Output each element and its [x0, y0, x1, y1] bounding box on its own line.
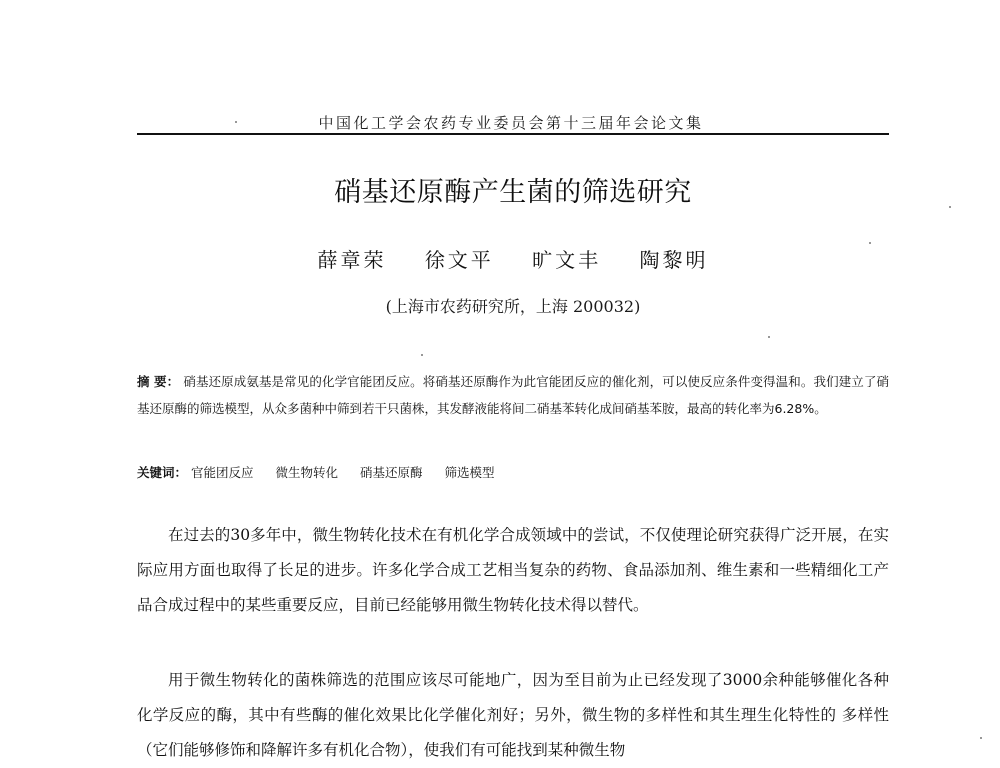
abstract-label: 摘 要： [137, 374, 180, 389]
body-paragraph: 用于微生物转化的菌株筛选的范围应该尽可能地广，因为至目前为止已经发现了3000余种能够催化各种化学反应的酶，其中有些酶的催化效果比化学催化剂好；另外，微生物的多样性和其生理生化特性的 多样性（它们能够修饰和降解许多有机化合物），使我们有可能找到某种微生物 [137, 671, 889, 759]
keyword: 微生物转化 [275, 465, 339, 480]
keyword: 硝基还原酶 [360, 465, 423, 480]
scan-speck [421, 354, 423, 356]
affiliation: (上海市农药研究所，上海 200032) [385, 297, 641, 316]
scan-speck [869, 242, 871, 244]
body-paragraph: 在过去的30多年中，微生物转化技术在有机化学合成领域中的尝试，不仅使理论研究获得广泛开展，在实际应用方面也取得了长足的进步。许多化学合成工艺相当复杂的药物、食品添加剂、维生素和一些精细化工产品合成过程中的某些重要反应，目前已经能够用微生物转化技术得以替代。 [137, 526, 889, 614]
keyword: 官能团反应 [191, 465, 254, 480]
author-list [137, 244, 889, 273]
abstract-text: 硝基还原成氨基是常见的化学官能团反应。将硝基还原酶作为此官能团反应的催化剂，可以使反应条件变得温和。我们建立了硝基还原酶的筛选模型，从众多菌种中筛到若干只菌株，其发酵液能将间二硝基苯转化成间硝基苯胺，最高的转化率为6.28%。 [137, 374, 889, 416]
running-header: 中国化工学会农药专业委员会第十三届年会论文集 [318, 114, 704, 132]
header-rule [137, 133, 889, 135]
scan-speck [949, 206, 951, 208]
keywords-label: 关键词： [137, 465, 188, 480]
author-name: 旷文丰 [532, 248, 602, 272]
author-name: 陶黎明 [639, 248, 709, 272]
scan-speck [768, 336, 770, 338]
abstract [137, 368, 889, 422]
author-name: 徐文平 [424, 248, 494, 272]
keywords [137, 463, 889, 481]
keyword: 筛选模型 [444, 465, 495, 480]
author-name: 薛章荣 [317, 248, 387, 272]
scan-speck [235, 121, 237, 123]
scan-speck [980, 737, 982, 739]
paper-title: 硝基还原酶产生菌的筛选研究 [334, 177, 692, 208]
